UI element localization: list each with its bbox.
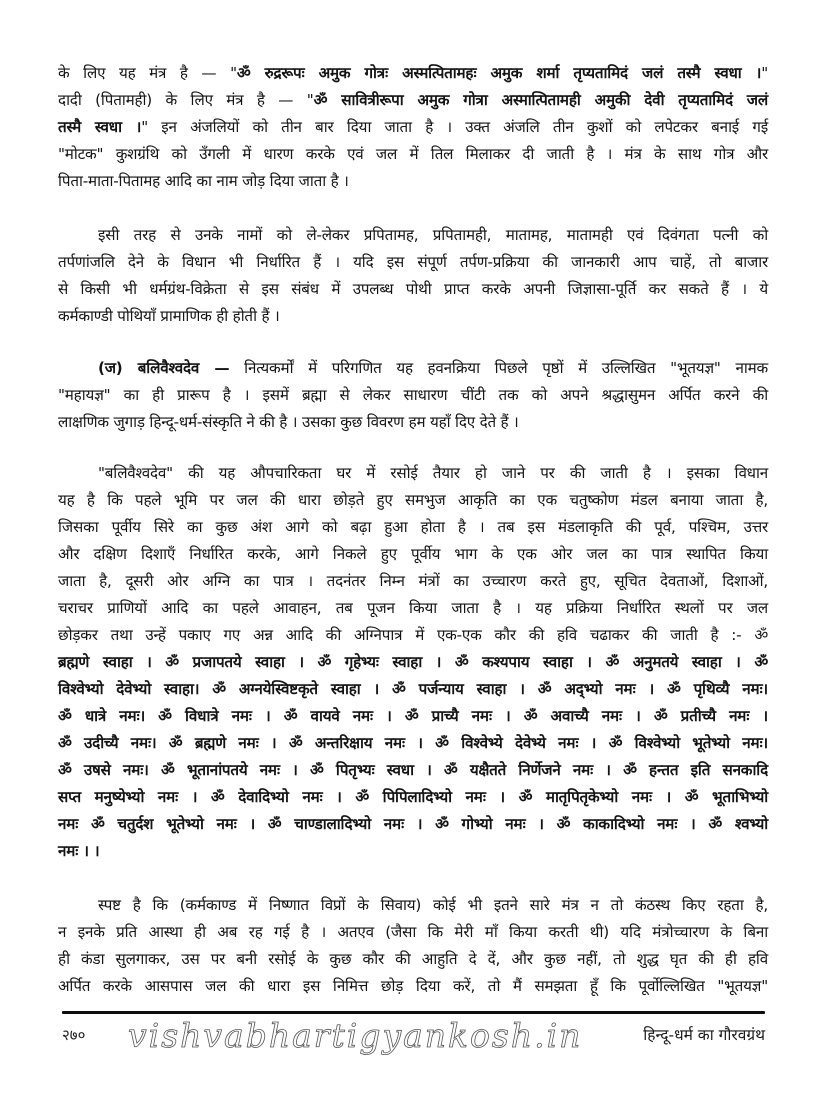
mantra-line: ब्रह्मणे स्वाहा । ॐ प्रजापतये स्वाहा । ॐ गृहेभ्यः स्वाहा । ॐ कश्यपाय स्वाहा । ॐ अनुमतये स्वाहा । ॐ (58, 653, 768, 671)
text-run: पिता-माता-पितामह आदि का नाम जोड़ दिया जाता है । (58, 172, 349, 190)
mantra-line: सप्त मनुष्येभ्यो नमः । ॐ देवादिभ्यो नमः । ॐ पिपिलादिभ्यो नमः । ॐ मातृपितृकेभ्यो नमः । ॐ भूताभिभ्यो (58, 788, 768, 806)
text-line: अर्पित करके आसपास जल की धारा इस निमित्त छोड़ दिया करें, तो मैं समझता हूँ कि पूर्वोल्लिखित "भूतयज्ञ" (58, 977, 768, 995)
mantra-line: ॐ उदीच्यै नमः। ॐ ब्रह्मणे नमः । ॐ अन्तरिक्षाय नमः । ॐ विश्वेभ्ये देवेभ्ये नमः । ॐ विश्वेभ्यो भूतेभ्यो नमः। (58, 734, 768, 752)
text-line (58, 170, 768, 192)
text-line: ही कंडा सुलगाकर, उस पर बनी रसोई के कुछ कौर की आहुति दे दें, और कुछ नहीं, तो शुद्ध घृत की ही हवि (58, 950, 768, 968)
mantra-line: ॐ उषसे नमः। ॐ भूतानांपतये नमः । ॐ पितृभ्यः स्वधा । ॐ यक्षैतते निर्णेजने नमः । ॐ हन्तत इति सनकादि (58, 761, 768, 779)
mantra-line: ॐ धात्रे नमः। ॐ विधात्रे नमः । ॐ वायवे नमः । ॐ प्राच्यै नमः । ॐ अवाच्यै नमः । ॐ प्रतीच्यै नमः । (58, 707, 768, 725)
book-title: हिन्दू-धर्म का गौरवग्रंथ (643, 1026, 765, 1044)
mantra-text: तस्मै स्वधा । (58, 118, 142, 136)
text-line (58, 116, 768, 138)
mantra-line: विश्वेभ्यो देवेभ्यो स्वाहा। ॐ अग्नयेस्विष्टकृते स्वाहा । ॐ पर्जन्याय स्वाहा । ॐ अद्भ्यो नमः । ॐ पृथिव्यै नमः। (58, 680, 768, 698)
section-line (98, 357, 768, 379)
text-line: यह है कि पहले भूमि पर जल की धारा छोड़ते हुए समभुज आकृति का एक चतुष्कोण मंडल बनाया जाता है, (58, 491, 768, 509)
text-line: चराचर प्राणियों आदि का पहले आवाहन, तब पूजन किया जाता है । यह प्रक्रिया निर्धारित स्थलों पर जल (58, 599, 768, 617)
text-run: के लिए यह मंत्र है — " (58, 64, 237, 82)
section-heading: (ज) बलिवैश्वदेव — (98, 359, 230, 377)
text-line: जाता है, दूसरी ओर अग्नि का पात्र । तदनंतर निम्न मंत्रों का उच्चारण करते हुए, सूचित देवताओं, दिशाओं, (58, 572, 768, 590)
text-run: " इन अंजलियों को तीन बार दिया जाता है । उक्त अंजलि तीन कुशों को लपेटकर बनाई गई (141, 118, 768, 136)
text-line: स्पष्ट है कि (कर्मकाण्ड में निष्णात विप्रों के सिवाय) कोई भी इतने सारे मंत्र न तो कंठस्थ किए रहता है, (98, 896, 768, 914)
text-run: दादी (पितामही) के लिए मंत्र है — " (58, 91, 314, 109)
text-line: कर्मकाण्डी पोथियाँ प्रामाणिक ही होती हैं । (58, 307, 280, 325)
text-run: "मोटक" कुशग्रंथि को उँगली में धारण करके एवं जल में तिल मिलाकर दी जाती है । मंत्र के साथ गोत्र और (58, 145, 768, 163)
text-line (58, 62, 768, 84)
text-line: छोड़कर तथा उन्हें पकाए गए अन्न आदि की अग्निपात्र में एक-एक कौर की हवि चढाकर की जाती है :- ॐ (58, 626, 768, 644)
text-line: और दक्षिण दिशाएँ निर्धारित करके, आगे निकले हुए पूर्वीय भाग के एक ओर जल का पात्र स्थापित किया (58, 545, 768, 563)
text-line: से किसी भी धर्मग्रंथ-विक्रेता से इस संबंध में उपलब्ध पोथी प्राप्त करके अपनी जिज्ञासा-पूर्ति कर सकते हैं । ये (58, 280, 768, 298)
mantra-text: ॐ सावित्रीरूपा अमुक गोत्रा अस्मात्पितामही अमुकी देवी तृप्यतामिदं जलं (313, 91, 768, 109)
text-line: तर्पणांजलि देने के विधान भी निर्धारित हैं । यदि इस संपूर्ण तर्पण-प्रक्रिया की जानकारी आप चाहें, तो बाजार (58, 253, 768, 271)
mantra-line: नमः ॐ चतुर्दश भूतेभ्यो नमः । ॐ चाण्डालादिभ्यो नमः । ॐ गोभ्यो नमः । ॐ काकादिभ्यो नमः । ॐ श्वभ्यो (58, 815, 768, 833)
text-line (58, 89, 768, 111)
text-line: "महायज्ञ" का ही प्रारूप है । इसमें ब्रह्मा से लेकर साधारण चींटी तक को अपने श्रद्धासुमन अर्पित करने की (58, 386, 768, 404)
text-line: जिसका पूर्वीय सिरे का कुछ अंश आगे को बढ़ा हुआ होता है । तब इस मंडलाकृति की पूर्व, पश्चिम, उत्तर (58, 518, 768, 536)
text-line: लाक्षणिक जुगाड़ हिन्दू-धर्म-संस्कृति ने की है । उसका कुछ विवरण हम यहाँ दिए देते हैं । (58, 413, 519, 431)
text-line (58, 143, 768, 165)
text-line: न इनके प्रति आस्था ही अब रह गई है । अतएव (जैसा कि मेरी माँ किया करती थी) यदि मंत्रोच्चारण के बिना (58, 923, 768, 941)
text-run: " (761, 64, 768, 82)
text-line: इसी तरह से उनके नामों को ले-लेकर प्रपितामह, प्रपितामही, मातामह, मातामही एवं दिवंगता पत्नी को (98, 226, 768, 244)
text-line: "बलिवैश्वदेव" की यह औपचारिकता घर में रसोई तैयार हो जाने पर की जाती है । इसका विधान (98, 464, 768, 482)
mantra-line: नमः । । (58, 842, 100, 860)
text-run: नित्यकर्मों में परिगणित यह हवनक्रिया पिछले पृष्ठों में उल्लिखित "भूतयज्ञ" नामक (244, 359, 768, 377)
footer-rule (62, 1011, 765, 1014)
watermark: vishvabhartigyankosh.in (128, 1016, 583, 1055)
mantra-text: ॐ रुद्ररूपः अमुक गोत्रः अस्मत्पितामहः अमुक शर्मा तृप्यतामिदं जलं तस्मै स्वधा । (236, 64, 762, 82)
page-number: २७० (62, 1026, 86, 1044)
